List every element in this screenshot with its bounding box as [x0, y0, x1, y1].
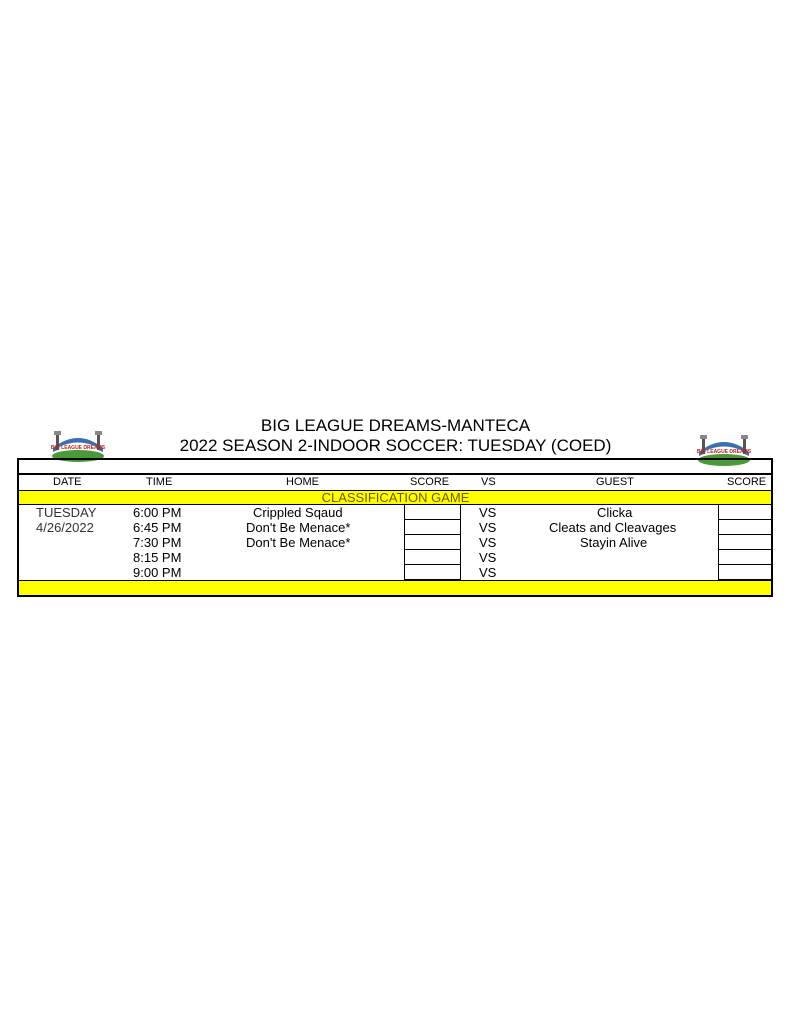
home-team: Don't Be Menace*: [246, 520, 351, 535]
svg-text:BIG LEAGUE DREAMS: BIG LEAGUE DREAMS: [696, 449, 752, 455]
home-score-box[interactable]: [404, 519, 461, 535]
column-header-home-score: SCORE: [410, 476, 450, 488]
game-time: 8:15 PM: [133, 550, 182, 565]
vs-label: VS: [479, 550, 497, 565]
vs-label: VS: [479, 565, 497, 580]
vs-label: VS: [479, 535, 497, 550]
home-score-box[interactable]: [404, 564, 461, 580]
column-header-time: TIME: [146, 476, 173, 488]
game-time: 7:30 PM: [133, 535, 182, 550]
guest-score-box[interactable]: [718, 549, 773, 565]
guest-score-box[interactable]: [718, 534, 773, 550]
home-team: Crippled Sqaud: [253, 505, 343, 520]
guest-team: Stayin Alive: [580, 535, 648, 550]
column-header-guest: GUEST: [596, 476, 634, 488]
column-header-vs: VS: [481, 476, 496, 488]
guest-score-box[interactable]: [718, 519, 773, 535]
vs-label: VS: [479, 520, 497, 535]
home-score-box[interactable]: [404, 534, 461, 550]
game-day: TUESDAY: [36, 505, 97, 520]
blank-header-row: [17, 458, 773, 475]
guest-score-box[interactable]: [718, 504, 773, 520]
guest-team: Clicka: [597, 505, 633, 520]
home-team: Don't Be Menace*: [246, 535, 351, 550]
page-subtitle: 2022 SEASON 2-INDOOR SOCCER: TUESDAY (COED): [179, 436, 612, 455]
svg-text:BIG LEAGUE DREAMS: BIG LEAGUE DREAMS: [50, 445, 106, 451]
home-score-box[interactable]: [404, 549, 461, 565]
vs-label: VS: [479, 505, 497, 520]
game-time: 6:45 PM: [133, 520, 182, 535]
guest-score-box[interactable]: [718, 564, 773, 580]
column-header-guest-score: SCORE: [727, 476, 767, 488]
column-header-home: HOME: [286, 476, 319, 488]
game-date: 4/26/2022: [36, 520, 94, 535]
section-label: CLASSIFICATION GAME: [321, 490, 470, 505]
game-time: 6:00 PM: [133, 505, 182, 520]
home-score-box[interactable]: [404, 504, 461, 520]
game-time: 9:00 PM: [133, 565, 182, 580]
column-header-date: DATE: [53, 476, 82, 488]
guest-team: Cleats and Cleavages: [549, 520, 677, 535]
footer-band: [19, 580, 771, 595]
page-title: BIG LEAGUE DREAMS-MANTECA: [260, 416, 531, 435]
